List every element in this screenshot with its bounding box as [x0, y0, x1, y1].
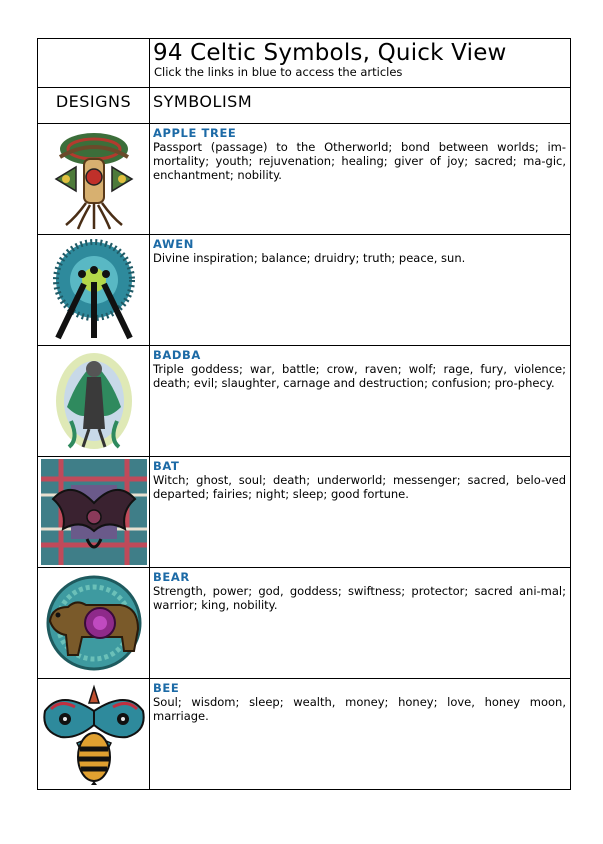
- page-title: 94 Celtic Symbols, Quick View: [153, 40, 507, 66]
- table-row: [38, 457, 571, 568]
- table-row: [38, 346, 571, 457]
- apple-tree-icon: [46, 127, 142, 231]
- symbol-description: Witch; ghost, soul; death; underworld; messenger; sacred, belo-ved departed; fairies; night; sleep; good fortune.: [153, 473, 566, 501]
- symbol-link[interactable]: BAT: [153, 459, 180, 473]
- table-row: [38, 124, 571, 235]
- design-cell: [38, 568, 150, 679]
- title-empty-cell: [38, 39, 150, 88]
- symbol-description: Strength, power; god, goddess; swiftness; protector; sacred ani-mal; warrior; king, nobility.: [153, 584, 566, 612]
- badba-icon: [49, 349, 139, 453]
- symbol-link[interactable]: BADBA: [153, 348, 201, 362]
- symbol-description: Triple goddess; war, battle; crow, raven; wolf; rage, fury, violence; death; evil; slaughter, carnage and destruction; confusion; pro-phecy.: [153, 362, 566, 390]
- symbol-description: Passport (passage) to the Otherworld; bond between worlds; im-mortality; youth; rejuvenation; healing; giver of joy; sacred; ma-gic, enchantment; nobility.: [153, 140, 566, 182]
- title-row: [38, 39, 571, 88]
- design-cell: [38, 457, 150, 568]
- table-row: [38, 568, 571, 679]
- page-subtitle: Click the links in blue to access the articles: [154, 65, 403, 79]
- design-cell: [38, 235, 150, 346]
- column-header-row: [38, 88, 571, 124]
- symbol-description: Soul; wisdom; sleep; wealth, money; honey; love, honey moon, marriage.: [153, 695, 566, 723]
- bear-icon: [42, 571, 146, 675]
- symbolism-cell: [150, 568, 571, 679]
- symbolism-cell: [150, 457, 571, 568]
- symbols-table: [37, 38, 571, 790]
- symbolism-cell: [150, 346, 571, 457]
- column-header-symbolism: SYMBOLISM: [150, 88, 571, 124]
- symbol-link[interactable]: BEAR: [153, 570, 190, 584]
- symbolism-cell: [150, 235, 571, 346]
- symbol-link[interactable]: APPLE TREE: [153, 126, 237, 140]
- table-row: [38, 679, 571, 790]
- awen-icon: [44, 238, 144, 342]
- title-cell: [150, 39, 571, 88]
- symbolism-cell: [150, 124, 571, 235]
- design-cell: [38, 124, 150, 235]
- design-cell: [38, 346, 150, 457]
- symbol-description: Divine inspiration; balance; druidry; truth; peace, sun.: [153, 251, 466, 265]
- bee-icon: [41, 681, 147, 787]
- symbol-link[interactable]: AWEN: [153, 237, 194, 251]
- symbolism-cell: [150, 679, 571, 790]
- design-cell: [38, 679, 150, 790]
- bat-icon: [41, 459, 147, 565]
- table-row: [38, 235, 571, 346]
- column-header-designs: DESIGNS: [38, 88, 150, 124]
- symbol-link[interactable]: BEE: [153, 681, 180, 695]
